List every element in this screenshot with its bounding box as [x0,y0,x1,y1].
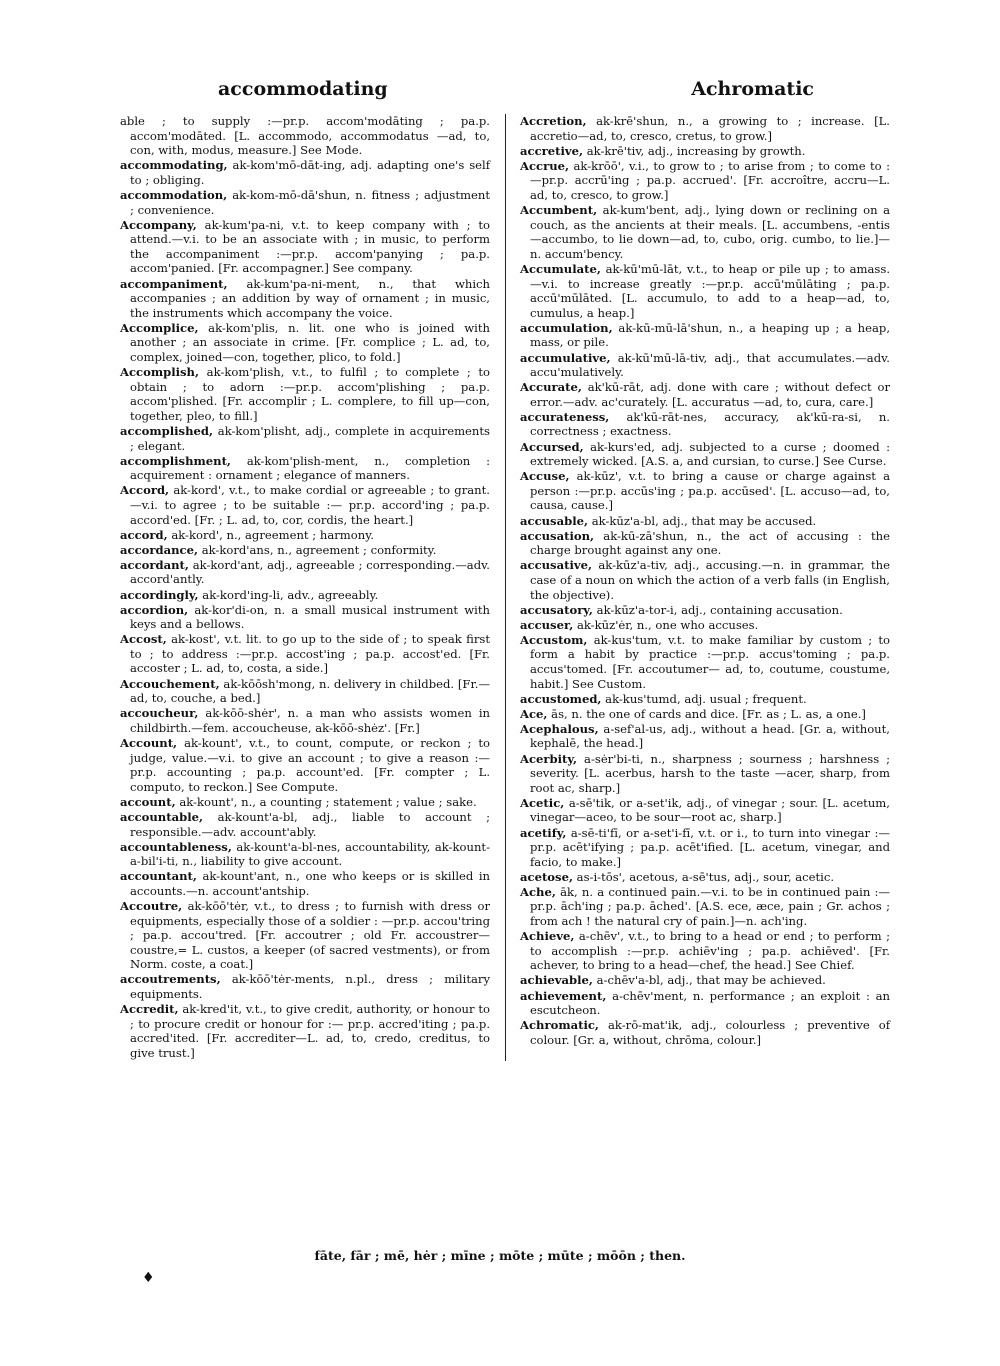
entry-definition: ak-kū'mū-lāt, v.t., to heap or pile up ; to amass.—v.i. to increase greatly :—pr.p. accū'mūlāting ; pa.p. accū'mūlāted. [L. accumulo, to add to a heap—ad, to, cumulus, a heap.] [530,261,891,320]
dictionary-entry [520,440,890,469]
dictionary-entry [520,973,890,988]
entry-definition: ak-kost', v.t. lit. to go up to the side of ; to speak first to ; to address :—pr.p. accost'ing ; pa.p. accost'ed. [Fr. accoster ; L. ad, to, costa, a side.] [130,632,490,676]
running-headers [110,78,890,100]
dictionary-entry [520,989,890,1018]
entry-definition: a-sef'al-us, adj., without a head. [Gr. a, without, kephalē, the head.] [530,721,890,751]
dictionary-entry [120,632,490,676]
entry-definition: ak-kom'plish-ment, n., completion : acquirement : ornament ; elegance of manners. [130,453,491,483]
entry-headword: accountable, [120,809,204,824]
entry-headword: accusative, [520,558,593,573]
entry-headword: Ache, [520,884,556,899]
entry-headword: Accustom, [520,632,588,647]
right-column [520,114,890,1061]
entry-definition: ak-kōōsh'mong, n. delivery in childbed. [Fr.—ad, to, couche, a bed.] [130,676,490,706]
entry-definition: able ; to supply :—pr.p. accom'modāting ; pa.p. accom'modāted. [L. accommodo, accommodatus —ad, to, con, with, modus, measure.] See Mode. [120,114,490,158]
entry-definition: ak-kū-mū-lā'shun, n., a heaping up ; a heap, mass, or pile. [530,320,891,350]
dictionary-entry [520,514,890,529]
dictionary-entry [520,1018,890,1047]
entry-definition: ak-kūz'a-tor-i, adj., containing accusation. [596,602,843,617]
dictionary-entry [120,1002,490,1060]
entry-headword: Acetic, [520,795,565,810]
entry-definition: ak-kor'di-on, n. a small musical instrument with keys and a bellows. [130,602,491,632]
dictionary-entry [520,529,890,558]
entry-definition: a-chēv', v.t., to bring to a head or end ; to perform ; to accomplish :—pr.p. achiēv'ing ; pa.p. achiēved'. [Fr. achever, to bring to a head—chef, the head.] See Chief. [530,929,890,973]
entry-headword: Accurate, [520,380,582,395]
dictionary-entry [120,899,490,972]
entry-definition: ak-kom'plish, v.t., to fulfil ; to complete ; to obtain ; to adorn :—pr.p. accom'plishing ; pa.p. accom'plished. [Fr. accomplir ; L. complere, to fill up—con, together, pleo, to fill.] [130,365,491,423]
dictionary-entry [520,144,890,159]
dictionary-entry [120,365,490,423]
entry-definition: ak-kom'mō-dāt-ing, adj. adapting one's self to ; obliging. [130,158,491,187]
entry-headword: accompaniment, [120,276,228,291]
entry-headword: Accursed, [520,439,584,454]
entry-headword: accretive, [520,143,584,158]
dictionary-page [110,78,890,1061]
dictionary-entry [520,618,890,633]
dictionary-entry [120,603,490,632]
entry-definition: ak-kord'ans, n., agreement ; conformity. [201,542,437,557]
entry-headword: Accost, [120,632,167,647]
dictionary-entry [520,633,890,691]
entry-definition: ak-kount'a-bl, adj., liable to account ; responsible.—adv. account'ably. [130,809,490,839]
left-column [120,114,490,1061]
entry-definition: ak-kōō-shėr', n. a man who assists women in childbirth.—fem. accoucheuse, ak-kōō-shėz'. [Fr.] [130,706,490,735]
dictionary-entry [520,114,890,143]
entry-definition: ak-kord'ing-li, adv., agreeably. [202,587,379,602]
dictionary-entry [120,454,490,483]
entry-definition: a-sē-ti'fī, or a-set'i-fī, v.t. or i., to turn into vinegar :—pr.p. acēt'ifying ; pa.p. acēt'ified. [L. acetum, vinegar, and facio, to make.] [530,825,891,869]
dictionary-entry [520,410,890,439]
entry-headword: accurateness, [520,409,610,424]
dictionary-entry [120,869,490,898]
entry-headword: Achromatic, [520,1018,599,1033]
dictionary-entry [120,677,490,706]
entry-headword: accumulative, [520,350,611,365]
entry-headword: Accomplish, [120,365,200,380]
page-ornament-mark: ♦ [142,1270,155,1286]
dictionary-entry [520,707,890,722]
entry-headword: accuser, [520,617,574,632]
entry-headword: Accoutre, [120,898,183,913]
dictionary-entry [520,796,890,825]
dictionary-entry [520,203,890,261]
dictionary-entry [520,885,890,929]
entry-definition: ak-kōō'tėr-ments, n.pl., dress ; military equipments. [130,972,490,1002]
entry-definition: ak-krē'shun, n., a growing to ; increase. [L. accretio—ad, to, cresco, cretus, to grow.] [530,114,890,143]
entry-headword: Acephalous, [520,721,599,736]
dictionary-entry [120,840,490,869]
columns [110,114,890,1061]
dictionary-entry [120,424,490,453]
dictionary-entry [520,380,890,409]
dictionary-entry [120,588,490,603]
entry-headword: accordant, [120,557,189,572]
entry-definition: a-chēv'a-bl, adj., that may be achieved. [596,973,826,988]
entry-definition: ak'kū-rāt-nes, accuracy, ak'kū-ra-si, n. correctness ; exactness. [530,409,890,439]
dictionary-entry [120,558,490,587]
entry-headword: Achieve, [520,929,575,944]
entry-headword: accusation, [520,528,595,543]
dictionary-entry [120,810,490,839]
entry-headword: accustomed, [520,691,602,706]
dictionary-entry [520,752,890,796]
entry-headword: accomplishment, [120,453,231,468]
dictionary-entry [120,114,490,158]
entry-headword: Acerbity, [520,751,578,766]
entry-headword: account, [120,794,176,809]
entry-definition: ak-kūz'ėr, n., one who accuses. [576,617,759,632]
entry-headword: accoucheur, [120,706,199,721]
entry-definition: ak-kred'it, v.t., to give credit, authority, or honour to ; to procure credit or honour for :— pr.p. accred'iting ; pa.p. accred'ited. [Fr. accrediter—L. ad, to, credo, creditus, to give trust.] [130,1002,490,1060]
dictionary-entry [120,158,490,187]
entry-definition: ak-kount', n., a counting ; statement ; value ; sake. [179,794,477,809]
entry-headword: Accrue, [520,158,570,173]
entry-definition: ak-kum'pa-ni-ment, n., that which accompanies ; an addition by way of ornament ; in music, the instruments which accompany the voice. [130,276,491,320]
entry-definition: ak-kord', n., agreement ; harmony. [171,527,374,542]
running-header-left: accommodating [218,78,388,100]
entry-definition: ak-kom'plisht, adj., complete in acquirements ; elegant. [130,423,490,453]
entry-definition: ak-krē'tiv, adj., increasing by growth. [586,143,806,158]
entry-headword: Account, [120,735,178,750]
dictionary-entry [520,692,890,707]
entry-definition: ak-kount'ant, n., one who keeps or is skilled in accounts.—n. account'antship. [130,869,491,898]
dictionary-entry [520,558,890,602]
entry-definition: ak-rō-mat'ik, adj., colourless ; preventive of colour. [Gr. a, without, chrōma, colour.] [530,1018,890,1047]
entry-definition: ak-kōō'tėr, v.t., to dress ; to furnish with dress or equipments, especially those of a soldier : —pr.p. accou'tring ; pa.p. accou'tred. [Fr. accoutrer ; old Fr. accoustrer—coustre,= L. custos, a keeper (of sacred vestments), or from Norm. coste, a coat.] [130,898,490,972]
entry-headword: accommodation, [120,187,228,202]
entry-headword: Accompany, [120,217,197,232]
dictionary-entry [120,528,490,543]
entry-definition: ak-kūz', v.t. to bring a cause or charge against a person :—pr.p. accūs'ing ; pa.p. accūsed'. [L. accuso—ad, to, causa, cause.] [530,469,890,513]
entry-definition: as-i-tōs', acetous, a-sē'tus, adj., sour, acetic. [576,869,835,884]
dictionary-entry [520,826,890,870]
entry-headword: Accretion, [520,114,587,128]
entry-definition: ak-kus'tumd, adj. usual ; frequent. [605,691,807,706]
entry-definition: ak-krōō', v.i., to grow to ; to arise from ; to come to :—pr.p. accrū'ing ; pa.p. accrued'. [Fr. accroître, accru—L. ad, to, cresco, to grow.] [530,158,890,202]
entry-headword: accordion, [120,602,189,617]
entry-headword: achievable, [520,973,593,988]
entry-headword: achievement, [520,988,607,1003]
dictionary-entry [520,262,890,320]
entry-definition: ak-kum'bent, adj., lying down or reclining on a couch, as the ancients at their meals. [L. accumbens, -entis—accumbo, to lie down—ad, to, cubo, orig. cumbo, to lie.]—n. accum'bency. [530,203,890,261]
entry-definition: ak-kount', v.t., to count, compute, or reckon ; to judge, value.—v.i. to give an account ; to give a reason :—pr.p. accounting ; pa.p. account'ed. [Fr. compter ; L. computo, to reckon.] See Compute. [130,735,490,794]
dictionary-entry [520,351,890,380]
dictionary-entry [120,218,490,276]
dictionary-entry [120,706,490,735]
dictionary-entry [520,159,890,203]
dictionary-entry [120,736,490,794]
entry-headword: Accomplice, [120,320,199,335]
entry-definition: ak-kord'ant, adj., agreeable ; corresponding.—adv. accord'antly. [130,557,490,587]
entry-headword: accountant, [120,869,197,884]
dictionary-entry [520,321,890,350]
entry-headword: Ace, [520,706,548,721]
dictionary-entry [120,543,490,558]
entry-headword: accumulation, [520,320,613,335]
entry-headword: accord, [120,527,168,542]
entry-headword: accomplished, [120,423,214,438]
entry-definition: ak-kus'tum, v.t. to make familiar by custom ; to form a habit by practice :—pr.p. accus'toming ; pa.p. accus'tomed. [Fr. accoutumer— ad, to, coutume, coustume, habit.] See Custom. [530,632,890,691]
entry-definition: ak-kūz'a-tiv, adj., accusing.—n. in grammar, the case of a noun on which the action of a verb falls (in English, the objective). [530,558,890,602]
entry-headword: accountableness, [120,839,232,854]
entry-definition: ak-kurs'ed, adj. subjected to a curse ; doomed : extremely wicked. [A.S. a, and cursian, to curse.] See Curse. [530,439,891,469]
entry-headword: Accord, [120,483,170,498]
entry-definition: ak'kū-rāt, adj. done with care ; without defect or error.—adv. ac'curately. [L. accuratus —ad, to, cura, care.] [530,380,891,409]
entry-definition: ak-kom'plis, n. lit. one who is joined with another ; an associate in crime. [Fr. complice ; L. ad, to, complex, joined—con, together, plico, to fold.] [130,320,490,364]
entry-definition: āk, n. a continued pain.—v.i. to be in continued pain :—pr.p. āch'ing ; pa.p. āched'. [A.S. ece, æce, pain ; Gr. achos ; from ach ! the natural cry of pain.]—n. ach'ing. [530,884,890,929]
entry-definition: a-sėr'bi-ti, n., sharpness ; sourness ; harshness ; severity. [L. acerbus, harsh to the taste —acer, sharp, from root ac, sharp.] [530,751,891,795]
entry-headword: Accuse, [520,469,570,484]
entry-headword: Accumulate, [520,261,601,276]
running-header-right: Achromatic [691,78,814,100]
dictionary-entry [120,795,490,810]
dictionary-entry [120,321,490,365]
dictionary-entry [120,188,490,217]
dictionary-entry [520,722,890,751]
dictionary-entry [520,870,890,885]
entry-headword: accordingly, [120,587,199,602]
entry-definition: ak-kūz'a-bl, adj., that may be accused. [591,513,817,528]
entry-definition: ak-kum'pa-ni, v.t. to keep company with ; to attend.—v.i. to be an associate with ; in music, to perform the accompaniment :—pr.p. accom'panying ; pa.p. accom'panied. [Fr. accompagner.] See company. [130,217,490,276]
entry-definition: ās, n. the one of cards and dice. [Fr. as ; L. as, a one.] [551,706,866,721]
pronunciation-key-footer: fāte, fār ; mē, hėr ; mīne ; mōte ; mūte ; mōōn ; then. [314,1248,686,1263]
dictionary-entry [520,603,890,618]
entry-headword: accordance, [120,542,198,557]
entry-headword: Accumbent, [520,203,598,218]
entry-headword: accusable, [520,513,589,528]
entry-headword: accommodating, [120,158,228,173]
entry-headword: Accredit, [120,1002,179,1017]
entry-headword: acetose, [520,869,573,884]
dictionary-entry [520,469,890,513]
entry-definition: ak-kū-zā'shun, n., the act of accusing : the charge brought against any one. [530,528,890,558]
dictionary-entry [120,972,490,1001]
dictionary-entry [120,483,490,527]
entry-definition: ak-kū'mū-lā-tiv, adj., that accumulates.—adv. accu'mulatively. [530,350,890,380]
entry-headword: Accouchement, [120,676,220,691]
entry-headword: accusatory, [520,602,593,617]
entry-definition: ak-kord', v.t., to make cordial or agreeable ; to grant.—v.i. to agree ; to be suitable :— pr.p. accord'ing ; pa.p. accord'ed. [Fr. ; L. ad, to, cor, cordis, the heart.] [130,483,490,527]
entry-headword: accoutrements, [120,972,221,987]
entry-definition: a-chēv'ment, n. performance ; an exploit : an escutcheon. [530,988,890,1018]
entry-headword: acetify, [520,825,567,840]
entry-definition: a-sē'tik, or a-set'ik, adj., of vinegar ; sour. [L. acetum, vinegar—aceo, to be sour—root ac, sharp.] [530,795,890,825]
column-divider [505,114,506,1061]
dictionary-entry [520,929,890,973]
entry-definition: ak-kount'a-bl-nes, accountability, ak-kount-a-bil'i-ti, n., liability to give account. [130,839,490,869]
entry-definition: ak-kom-mō-dā'shun, n. fitness ; adjustment ; convenience. [130,187,491,217]
dictionary-entry [120,277,490,321]
